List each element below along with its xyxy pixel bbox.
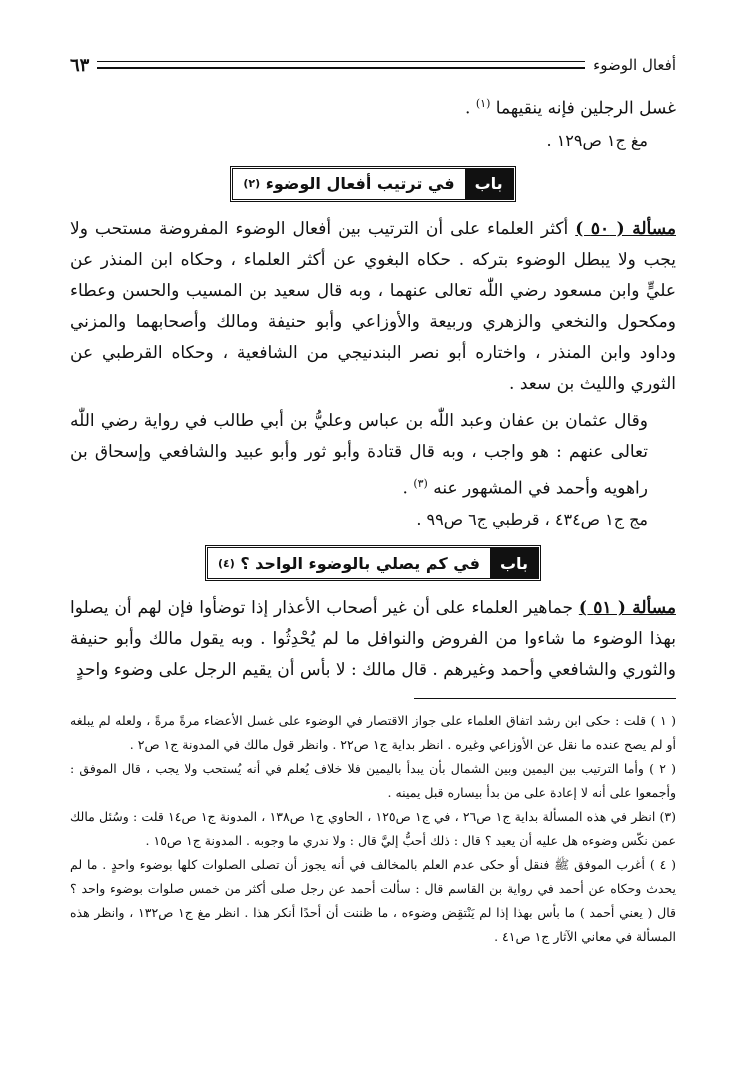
masala-51	[70, 593, 676, 686]
footnotes	[70, 709, 676, 949]
footnote-separator	[414, 698, 676, 699]
footnote-ref-2: (٢)	[243, 177, 261, 191]
page-number: ٦٣	[70, 54, 90, 76]
masala-label-50: مسألة ( ٥٠ )	[575, 218, 676, 239]
reference-1: مغ ج١ ص١٢٩ .	[546, 130, 648, 150]
bab-title-text-2: في كم يصلي بالوضوء الواحد ؟	[240, 553, 480, 573]
section-box-1	[230, 166, 515, 202]
bab-title-2	[208, 548, 490, 578]
section-heading-2	[70, 545, 676, 581]
continued-text: غسل الرجلين فإنه ينقيهما	[495, 98, 676, 119]
masala-50-para2	[70, 406, 676, 505]
footnote-3: (٣) انظر في هذه المسألة بداية ج١ ص٢٦ ، في ج١ ص١٢٥ ، الحاوي ج١ ص١٣٨ ، المدونة ج١ ص١٤ قلت : وسُئل مالك عمن نكّس وضوءه هل عليه أن يعيد ؟ قال : ذلك أحبُّ إليَّ قال : ولا ندري ما وجوبه . المدونة ج١ ص١٥ .	[70, 809, 676, 849]
section-heading-1	[70, 166, 676, 202]
footnote-ref-3: (٣)	[413, 476, 428, 490]
continued-line	[70, 88, 676, 125]
bab-title-1	[233, 169, 464, 199]
reference-2: مج ج١ ص٤٣٤ ، قرطبي ج٦ ص٩٩ .	[416, 510, 648, 530]
header-rule	[97, 61, 585, 69]
bab-label-1: باب	[465, 169, 513, 199]
bab-title-text-1: في ترتيب أفعال الوضوء	[265, 174, 455, 194]
running-header	[70, 50, 676, 80]
masala-50-para2-text: وقال عثمان بن عفان وعبد اللّٰه بن عباس وعليُّ بن أبي طالب في رواية رضي اللّٰه تعالى عنهم : هو واجب ، وبه قال قتادة وأبو ثور وأبو عبيد والشافعي وإسحاق بن راهويه وأحمد في المشهور عنه	[70, 410, 648, 499]
masala-51-text: جماهير العلماء على أن غير أصحاب الأعذار إذا توضأوا فإن لهم أن يصلوا بهذا الوضوء ما شاءوا من الفروض والنوافل ما لم يُحْدِثُوا . وبه يقول مالك وأبو حنيفة والثوري والشافعي وأحمد وغيرهم . قال مالك : لا بأس أن يقيم الرجل على وضوء واحدٍ	[70, 598, 676, 681]
footnote-2: ( ٢ ) وأما الترتيب بين اليمين وبين الشمال بأن يبدأ باليمين فلا خلاف يُعلم في أنه يُستحب ولا يجب ، قال الموفق : وأجمعوا على أنه لا إعادة على من بدأ بيساره قبل يمينه .	[70, 761, 676, 801]
header-title: أفعال الوضوء	[593, 56, 676, 74]
section-box-2	[205, 545, 541, 581]
footnote-ref-1: (١)	[475, 97, 491, 110]
footnote-1: ( ١ ) قلت : حكى ابن رشد اتفاق العلماء على جواز الاقتصار في الوضوء على غسل الأعضاء مرةً مرةً ، ولعله لم يبلغه أو لم يصح عنده ما نقل عن الأوزاعي وغيره . انظر بداية ج١ ص٢٢ . وانظر قول مالك في المدونة ج١ ص٢ .	[70, 713, 676, 753]
bab-label-2: باب	[490, 548, 538, 578]
masala-50-text: أكثر العلماء على أن الترتيب بين أفعال الوضوء المفروضة مستحب ولا يجب ولا يبطل الوضوء بتركه . حكاه البغوي عن أكثر العلماء ، وحكاه ابن المنذر عن عليٍّ وابن مسعود رضي اللّٰه تعالى عنهما ، وبه قال سعيد بن المسيب والحسن وعطاء ومكحول والنخعي والزهري وربيعة والأوزاعي وأبو حنيفة ومالك وأصحابهما والمزني وداود وابن المنذر ، واختاره أبو نصر البندنيجي من الشافعية ، وحكاه القرطبي عن الثوري والليث بن سعد .	[70, 218, 676, 394]
continued-end: .	[465, 98, 471, 119]
masala-50-para2-end: .	[402, 478, 408, 499]
page	[70, 50, 676, 949]
footnote-4: ( ٤ ) أغرب الموفق ﷺ فنقل أو حكى عدم العلم بالمخالف في أنه يجوز أن تصلى الصلوات كلها بوضوء واحدٍ . ما لم يحدث وحكاه عن أحمد في رواية بن القاسم قال : سألت أحمد عن رجل صلى أكثر من خمس صلوات بوضوء واحد ؟ قال ( يعني أحمد ) ما بأس بهذا إذا لم يَنْتقِض وضوءه ، ما ظننت أن أحدًا أنكر هذا . انظر مغ ج١ ص١٣٢ ، وانظر هذه المسألة في معاني الآثار ج١ ص٤١ .	[70, 857, 676, 945]
masala-label-51: مسألة ( ٥١ )	[578, 598, 676, 619]
footnote-ref-4: (٤)	[217, 556, 235, 570]
masala-50	[70, 214, 676, 400]
